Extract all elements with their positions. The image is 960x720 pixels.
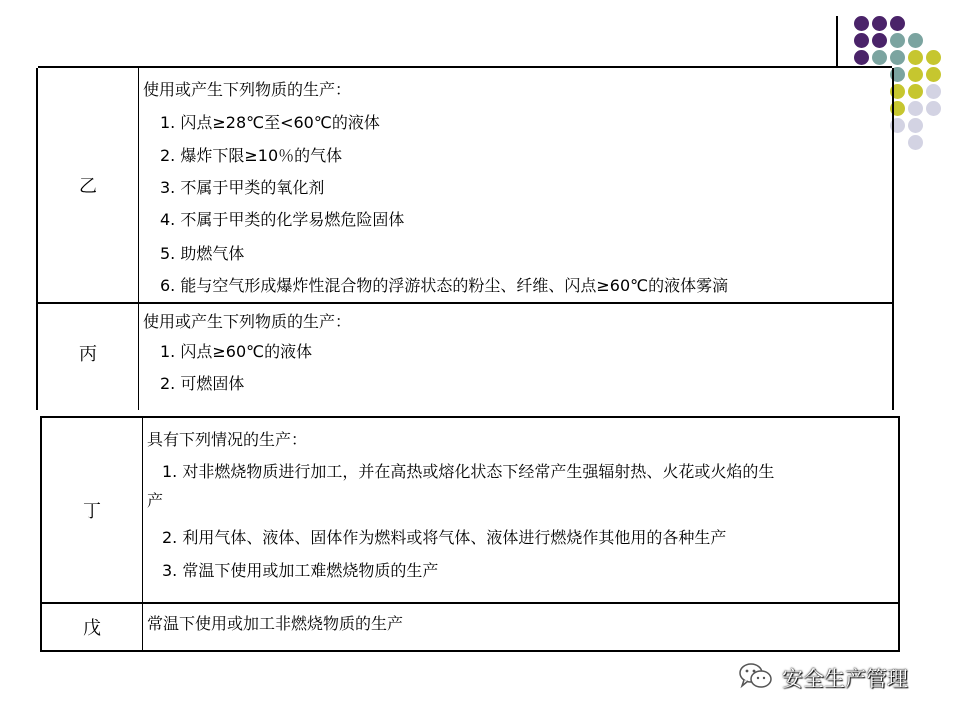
list-item: 2. 爆炸下限≥10％的气体: [160, 146, 343, 165]
dot: [908, 118, 923, 133]
dot: [926, 84, 941, 99]
watermark: [738, 662, 908, 694]
row-heading: 使用或产生下列物质的生产：: [143, 80, 352, 99]
table-row-yi: [38, 68, 892, 302]
dot: [872, 33, 887, 48]
dot: [926, 50, 941, 65]
grade-cell: 乙: [38, 68, 139, 302]
dot: [908, 84, 923, 99]
dot: [890, 16, 905, 31]
list-item: 5. 助燃气体: [160, 244, 245, 263]
dot: [908, 135, 923, 150]
dot: [872, 16, 887, 31]
watermark-text: 安全生产管理: [782, 667, 908, 691]
table-row-bing: [38, 304, 892, 410]
description-cell: [142, 418, 898, 602]
grade-label: 丙: [79, 344, 97, 365]
dot: [890, 33, 905, 48]
wechat-icon: [738, 662, 774, 694]
grade-cell: 戊: [42, 604, 143, 650]
description-cell: [138, 304, 892, 410]
divider-line: [836, 16, 838, 66]
list-item: 1. 闪点≥60℃的液体: [160, 342, 313, 361]
list-item: 1. 对非燃烧物质进行加工，并在高热或熔化状态下经常产生强辐射热、火花或火焰的生: [162, 462, 775, 481]
grade-cell: [38, 304, 139, 410]
dot: [926, 101, 941, 116]
list-item: 6. 能与空气形成爆炸性混合物的浮游状态的粉尘、纤维、闪点≥60℃的液体雾滴: [160, 276, 729, 295]
dot: [908, 67, 923, 82]
description-cell: [142, 604, 898, 650]
list-item: 3. 常温下使用或加工难燃烧物质的生产: [162, 561, 439, 580]
dot: [890, 50, 905, 65]
dot: [908, 101, 923, 116]
dot: [854, 16, 869, 31]
list-item: 1. 闪点≥28℃至<60℃的液体: [160, 113, 380, 132]
dot: [854, 33, 869, 48]
row-heading: 使用或产生下列物质的生产：: [143, 312, 352, 331]
hazard-table-upper: [36, 68, 894, 410]
dot: [908, 33, 923, 48]
list-item: 2. 可燃固体: [160, 374, 245, 393]
list-item-continuation: 产: [147, 491, 164, 510]
list-item: 2. 利用气体、液体、固体作为燃料或将气体、液体进行燃烧作其他用的各种生产: [162, 528, 727, 547]
dot: [926, 67, 941, 82]
row-heading: 常温下使用或加工非燃烧物质的生产: [147, 614, 404, 633]
row-heading: 具有下列情况的生产：: [147, 430, 308, 449]
dot: [854, 50, 869, 65]
description-cell: [138, 68, 892, 302]
hazard-table-lower: [40, 416, 900, 652]
table-row-ding: [42, 418, 898, 602]
list-item: 3. 不属于甲类的氧化剂: [160, 178, 325, 197]
table-row-wu: [42, 604, 898, 650]
grade-cell: 丁: [42, 418, 143, 602]
dot: [872, 50, 887, 65]
list-item: 4. 不属于甲类的化学易燃危险固体: [160, 210, 405, 229]
dot: [908, 50, 923, 65]
